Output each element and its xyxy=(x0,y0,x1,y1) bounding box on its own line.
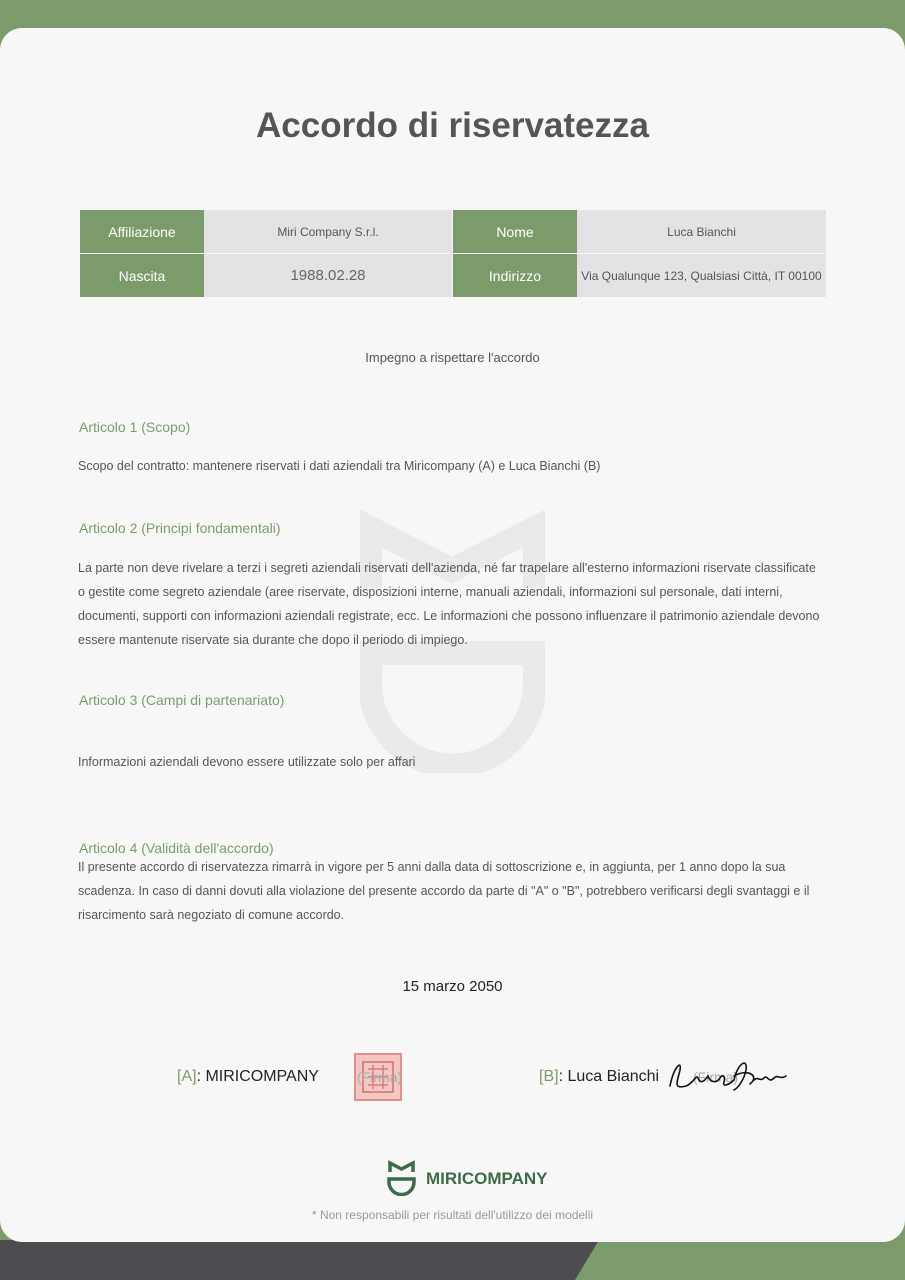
article-1-title: Articolo 1 (Scopo) xyxy=(79,419,191,435)
party-a-separator: : xyxy=(196,1068,206,1085)
article-2-title: Articolo 2 (Principi fondamentali) xyxy=(79,520,281,536)
value-nascita: 1988.02.28 xyxy=(204,254,452,297)
article-4-body: Il presente accordo di riservatezza rimarrà in vigore per 5 anni dalla data di sottoscrizione e, in aggiunta, per 1 anno dopo la sua scadenza. In caso di danni dovuti alla violazione del presente accordo da parte di "A" o "B", potrebbero verificarsi degli svantaggi e il risarcimento sarà negoziato di comune accordo. xyxy=(78,860,810,922)
document-sheet xyxy=(0,28,905,1242)
footer-note: * Non responsabili per risultati dell'utilizzo dei modelli xyxy=(311,1208,594,1222)
article-2-body: La parte non deve rivelare a terzi i segreti aziendali riservati dell'azienda, né far trapelare all'esterno informazioni riservate classificate o gestite come segreto aziendale (aree riservate, disposizioni interne, manuali aziendali, informazioni sul personale, dati interni, documenti, supporti con informazioni aziendali registrate, ecc. Le informazioni che possono influenzare il patrimonio aziendale devono essere mantenute riservate sia durante che dopo il periodo di impiego. xyxy=(78,561,820,647)
value-indirizzo: Via Qualunque 123, Qualsiasi Città, IT 00100 xyxy=(577,254,826,297)
value-nome: Luca Bianchi xyxy=(577,210,826,253)
article-3-title: Articolo 3 (Campi di partenariato) xyxy=(79,692,285,708)
label-nome: Nome xyxy=(453,210,577,253)
party-b-tag: [B] xyxy=(539,1068,559,1085)
miricompany-logo-icon xyxy=(387,1160,416,1196)
label-indirizzo: Indirizzo xyxy=(453,254,577,297)
subtitle: Impegno a rispettare l'accordo xyxy=(365,350,540,365)
party-b-separator: : xyxy=(558,1068,568,1085)
label-affiliazione: Affiliazione xyxy=(80,210,204,253)
page-title: Accordo di riservatezza xyxy=(256,106,649,145)
label-nascita: Nascita xyxy=(80,254,204,297)
party-a-firma: (Firma) xyxy=(357,1069,403,1085)
party-b-firma: (Firma) xyxy=(693,1069,739,1085)
party-b-signature-icon xyxy=(664,1056,790,1094)
bottom-green-band xyxy=(575,1240,905,1280)
party-b xyxy=(539,1068,659,1086)
agreement-date: 15 marzo 2050 xyxy=(402,978,503,995)
article-4-title: Articolo 4 (Validità dell'accordo) xyxy=(79,840,274,856)
party-b-name: Luca Bianchi xyxy=(567,1068,660,1085)
party-a-tag: [A] xyxy=(177,1068,197,1085)
party-a xyxy=(177,1068,319,1086)
logo-text: MIRICOMPANY xyxy=(426,1169,548,1188)
value-affiliazione: Miri Company S.r.l. xyxy=(204,210,452,253)
info-table xyxy=(80,210,826,296)
party-a-name: MIRICOMPANY xyxy=(205,1068,319,1085)
article-1-body: Scopo del contratto: mantenere riservati i dati aziendali tra Miricompany (A) e Luca Bianchi (B) xyxy=(78,459,601,473)
article-3-body: Informazioni aziendali devono essere utilizzate solo per affari xyxy=(78,755,416,769)
